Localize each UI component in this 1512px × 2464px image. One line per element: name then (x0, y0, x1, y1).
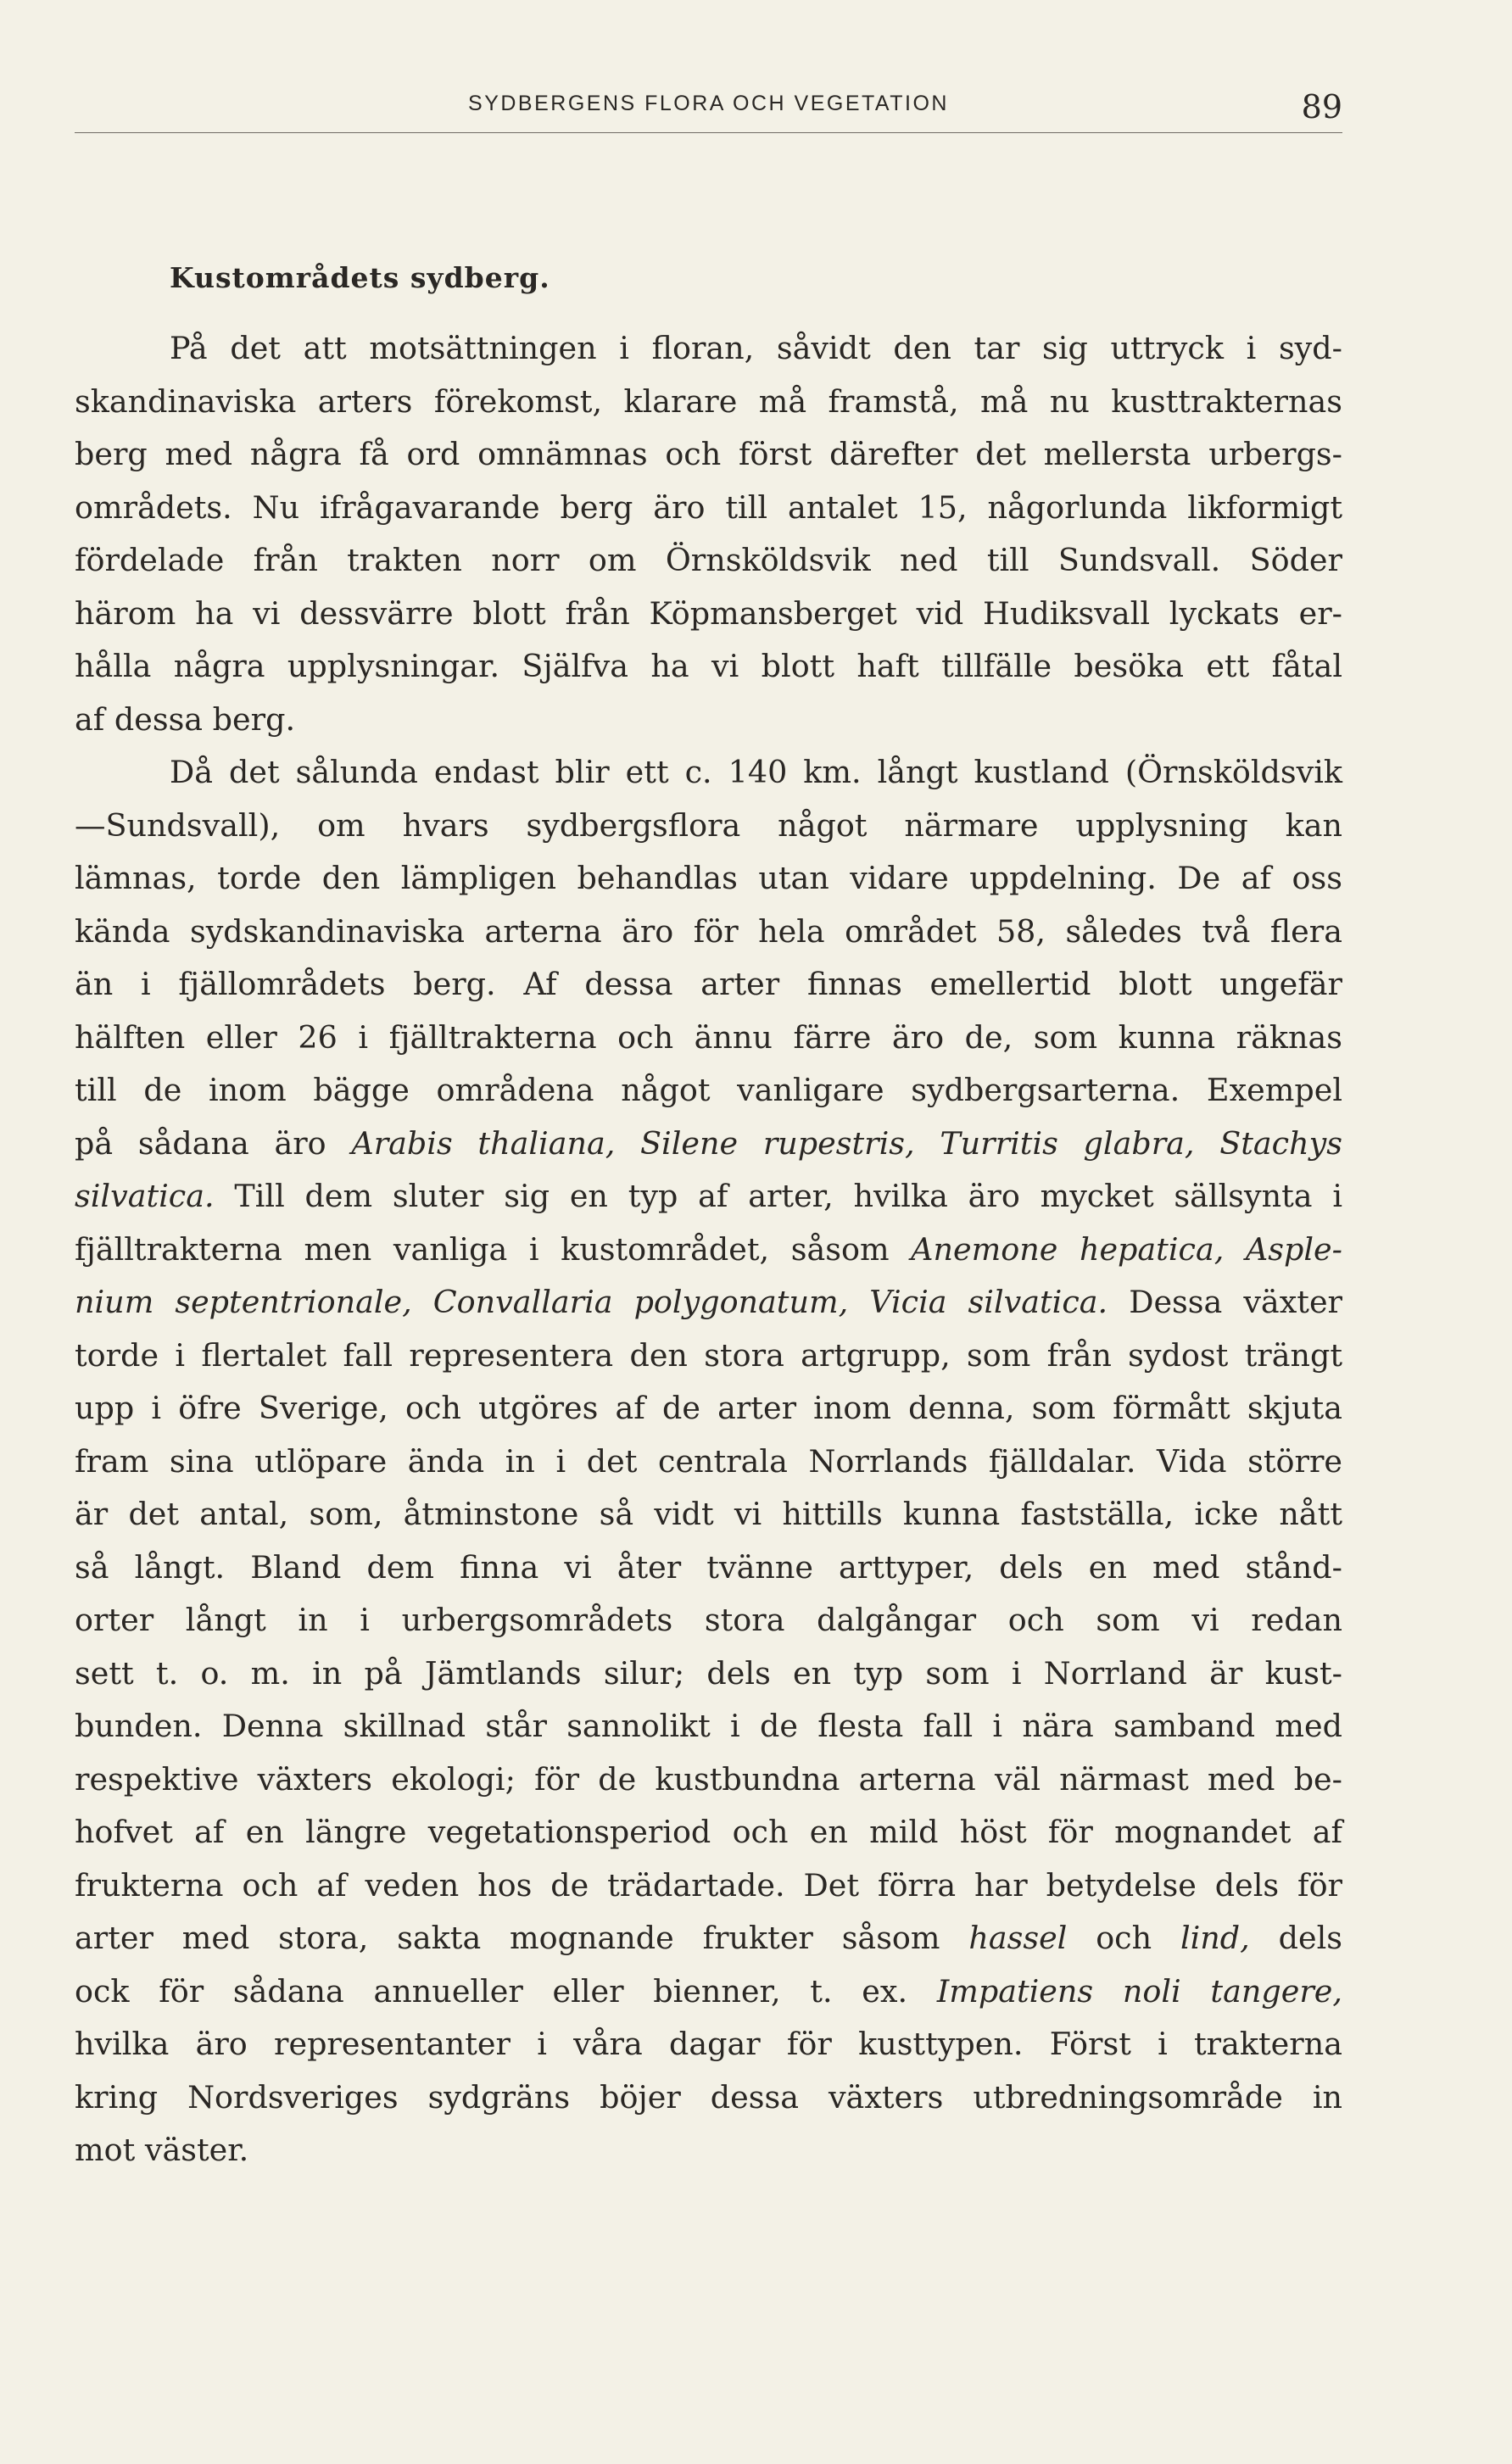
text-segment: frukterna och af veden hos de trädartade. Det förra har betydelse dels för (75, 1866, 1342, 1904)
text-line (75, 1012, 1342, 1065)
text-segment: kring Nordsveriges sydgräns böjer dessa växters utbredningsområde in (75, 2078, 1342, 2116)
text-line (75, 2018, 1342, 2071)
text-segment: än i fjällområdets berg. Af dessa arter finnas emellertid blott ungefär (75, 966, 1342, 1002)
text-line (75, 852, 1342, 906)
text-line (75, 1700, 1342, 1753)
text-line (75, 1594, 1342, 1647)
text-segment: af dessa berg. (75, 700, 296, 738)
text-line (75, 1276, 1342, 1330)
text-line (75, 958, 1342, 1012)
text-segment: respektive växters ekologi; för de kustbundna arterna väl närmast med be- (75, 1760, 1342, 1798)
text-segment: ock för sådana annueller eller bienner, t. ex. (75, 1972, 937, 2010)
text-line (75, 1330, 1342, 1383)
text-segment: hvilka äro representanter i våra dagar för kusttypen. Först i trakterna (75, 2026, 1342, 2062)
text-line (75, 1064, 1342, 1118)
text-segment: skandinaviska arters förekomst, klarare må framstå, må nu kusttrakternas (75, 382, 1342, 420)
text-segment: torde i flertalet fall representera den stora artgrupp, som från sydost trängt (75, 1336, 1342, 1374)
text-segment: fördelade från trakten norr om Örnsköldsvik ned till Sundsvall. Söder (75, 542, 1342, 578)
text-line (75, 376, 1342, 429)
text-line (75, 322, 1342, 376)
text-line (75, 2124, 1342, 2177)
text-line (75, 1488, 1342, 1541)
text-segment: är det antal, som, åtminstone så vidt vi hittills kunna fastställa, icke nått (75, 1496, 1342, 1532)
text-segment: så långt. Bland dem finna vi åter tvänne arttyper, dels en med stånd- (75, 1548, 1342, 1586)
text-line (75, 534, 1342, 588)
text-segment: Dessa växter (1107, 1284, 1342, 1320)
text-line (75, 800, 1342, 853)
text-line (75, 482, 1342, 535)
text-segment: upp i öfre Sverige, och utgöres af de arter inom denna, som förmått skjuta (75, 1390, 1342, 1426)
text-segment: kända sydskandinaviska arterna äro för hela området 58, således två flera (75, 912, 1342, 950)
section-heading: Kustområdets sydberg. (170, 261, 550, 294)
italic-species-name: lind, (1180, 1920, 1250, 1956)
text-line (75, 1382, 1342, 1435)
text-segment: —Sundsvall), om hvars sydbergsflora något närmare upplysning kan (75, 806, 1342, 844)
text-segment: härom ha vi dessvärre blott från Köpmansberget vid Hudiksvall lyckats er- (75, 594, 1342, 632)
page-number: 89 (1301, 88, 1342, 125)
running-header (75, 85, 1342, 133)
text-line (75, 1170, 1342, 1224)
running-title: SYDBERGENS FLORA OCH VEGETATION (468, 92, 949, 115)
italic-species-name: Anemone hepatica, Asple- (911, 1230, 1342, 1268)
body-text (75, 322, 1342, 2177)
text-line (75, 1647, 1342, 1701)
text-segment: områdets. Nu ifrågavarande berg äro till antalet 15, någorlunda likformigt (75, 488, 1342, 526)
text-segment: till de inom bägge områdena något vanligare sydbergsarterna. Exempel (75, 1072, 1342, 1108)
text-line (75, 694, 1342, 747)
paragraph (75, 322, 1342, 746)
text-line (75, 640, 1342, 694)
italic-species-name: Arabis thaliana, Silene rupestris, Turritis glabra, Stachys (351, 1124, 1342, 1162)
text-segment: och (1067, 1920, 1180, 1956)
text-line (75, 428, 1342, 482)
text-line (75, 1912, 1342, 1965)
text-segment: dels (1249, 1920, 1342, 1956)
italic-species-name: silvatica. (75, 1178, 215, 1214)
text-line (75, 1965, 1342, 2019)
text-segment: lämnas, torde den lämpligen behandlas utan vidare uppdelning. De af oss (75, 860, 1342, 896)
text-line (75, 1435, 1342, 1489)
text-line (75, 1806, 1342, 1859)
text-line (75, 906, 1342, 959)
text-segment: Till dem sluter sig en typ af arter, hvilka äro mycket sällsynta i (214, 1178, 1342, 1214)
text-line (75, 1859, 1342, 1913)
italic-species-name: nium septentrionale, Convallaria polygonatum, Vicia silvatica. (75, 1284, 1108, 1320)
text-segment: på sådana äro (75, 1124, 352, 1162)
text-line (75, 1118, 1342, 1171)
text-segment: fram sina utlöpare ända in i det centrala Norrlands fjälldalar. Vida större (75, 1442, 1342, 1480)
text-segment: bunden. Denna skillnad står sannolikt i de flesta fall i nära samband med (75, 1708, 1342, 1744)
text-line (75, 746, 1342, 800)
text-segment: På det att motsättningen i floran, såvidt den tar sig uttryck i syd- (170, 330, 1342, 366)
italic-species-name: hassel (968, 1920, 1068, 1956)
text-segment: sett t. o. m. in på Jämtlands silur; dels en typ som i Norrland är kust- (75, 1654, 1342, 1692)
text-segment: orter långt in i urbergsområdets stora dalgångar och som vi redan (75, 1602, 1342, 1638)
text-line (75, 588, 1342, 641)
text-segment: hofvet af en längre vegetationsperiod och en mild höst för mognandet af (75, 1814, 1342, 1850)
text-segment: Då det sålunda endast blir ett c. 140 km. långt kustland (Örnsköldsvik (170, 754, 1342, 790)
text-segment: hälften eller 26 i fjälltrakterna och ännu färre äro de, som kunna räknas (75, 1018, 1342, 1056)
text-line (75, 2071, 1342, 2125)
text-segment: mot väster. (75, 2132, 249, 2168)
text-segment: fjälltrakterna men vanliga i kustområdet, såsom (75, 1230, 912, 1268)
text-segment: berg med några få ord omnämnas och först därefter det mellersta urbergs- (75, 436, 1342, 472)
text-line (75, 1753, 1342, 1807)
text-line (75, 1224, 1342, 1277)
paragraph (75, 746, 1342, 2177)
text-segment: hålla några upplysningar. Själfva ha vi blott haft tillfälle besöka ett fåtal (75, 648, 1342, 684)
text-segment: arter med stora, sakta mognande frukter såsom (75, 1920, 969, 1956)
text-line (75, 1541, 1342, 1595)
italic-species-name: Impatiens noli tangere, (936, 1972, 1342, 2010)
